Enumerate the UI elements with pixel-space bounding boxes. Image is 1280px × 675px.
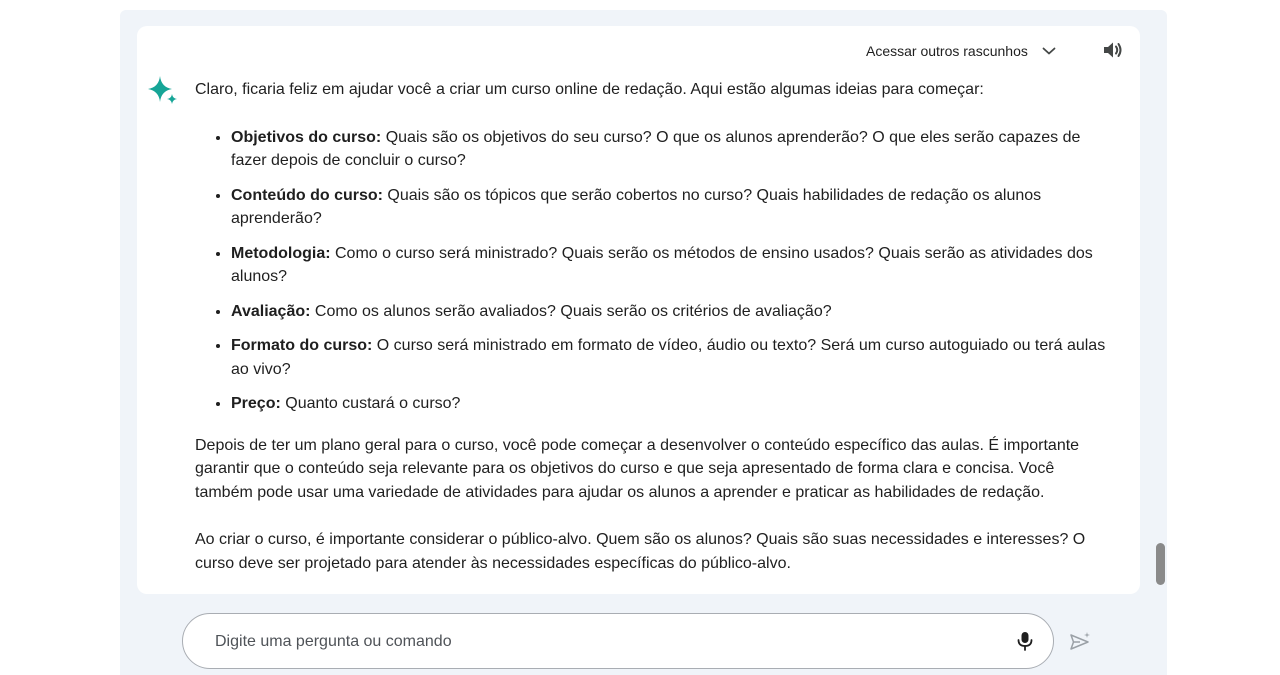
idea-item (231, 184, 1115, 231)
idea-text: Quais são os objetivos do seu curso? O que os alunos aprenderão? O que eles serão capazes de fazer depois de concluir o curso? (231, 128, 1081, 169)
idea-list (195, 126, 1115, 416)
response-intro: Claro, ficaria feliz em ajudar você a criar um curso online de redação. Aqui estão algumas ideias para começar: (195, 81, 984, 98)
idea-term: Formato do curso: (231, 337, 373, 354)
idea-text: O curso será ministrado em formato de vídeo, áudio ou texto? Será um curso autoguiado ou terá aulas ao vivo? (231, 337, 1106, 378)
send-icon[interactable] (1068, 630, 1092, 654)
idea-term: Conteúdo do curso: (231, 186, 383, 204)
idea-item (231, 392, 1115, 416)
idea-text: Quanto custará o curso? (280, 395, 461, 412)
speaker-icon[interactable] (1101, 38, 1125, 62)
idea-item (231, 334, 1115, 381)
response-content (195, 78, 1115, 575)
prompt-input-box[interactable] (182, 613, 1054, 669)
idea-term: Objetivos do curso: (231, 128, 382, 146)
other-drafts-label: Acessar outros rascunhos (866, 43, 1028, 59)
idea-term: Metodologia: (231, 244, 331, 262)
response-paragraph: Depois de ter um plano geral para o curso, você pode começar a desenvolver o conteúdo específico das aulas. É importante garantir que o conteúdo seja relevante para os objetivos do curso e que seja apresentado de forma clara e concisa. Você também pode usar uma variedade de atividades para ajudar os alunos a aprender e praticar as habilidades de redação. (195, 436, 1080, 501)
idea-item (231, 300, 1115, 324)
idea-text: Como o curso será ministrado? Quais serão os métodos de ensino usados? Quais serão as atividades dos alunos? (231, 244, 1093, 285)
prompt-input[interactable] (213, 614, 977, 670)
idea-text: Como os alunos serão avaliados? Quais serão os critérios de avaliação? (310, 302, 832, 320)
chevron-down-icon (1038, 41, 1060, 61)
idea-term: Preço: (231, 395, 281, 412)
idea-item (231, 242, 1115, 289)
idea-item (231, 126, 1115, 173)
microphone-icon[interactable] (1014, 630, 1036, 652)
idea-text: Quais são os tópicos que serão cobertos no curso? Quais habilidades de redação os alunos aprenderão? (231, 186, 1042, 227)
gemini-sparkle-icon (147, 74, 179, 106)
idea-term: Avaliação: (231, 302, 311, 320)
other-drafts-button[interactable] (866, 41, 1060, 61)
scrollbar-thumb[interactable] (1156, 543, 1165, 585)
response-paragraph: Ao criar o curso, é importante considerar o público-alvo. Quem são os alunos? Quais são suas necessidades e interesses? O curso deve ser projetado para atender às necessidades específicas do público-alvo. (195, 531, 1086, 572)
